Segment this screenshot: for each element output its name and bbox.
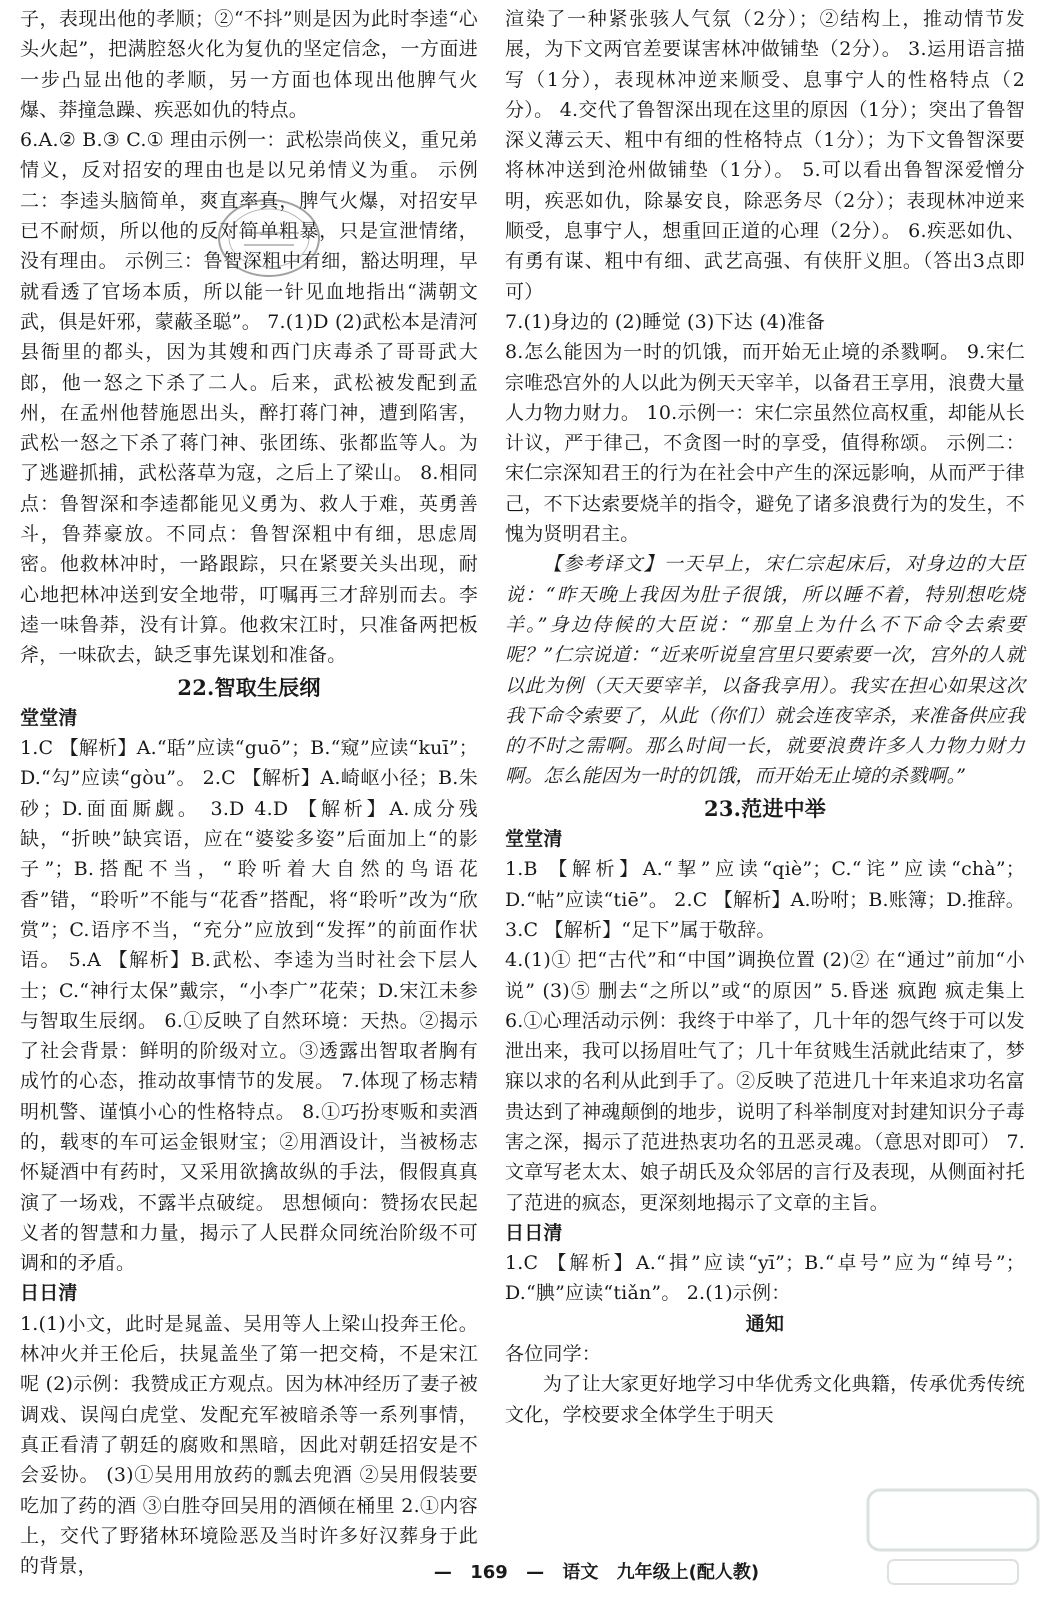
- subsection-title: 堂堂清: [505, 828, 563, 851]
- answer-paragraph: 渲染了一种紧张骇人气氛（2分）；②结构上，推动情节发展，为下文两官差要谋害林冲做铺垫（2分）。 3.运用语言描写（1分），表现林冲逆来顺受、息事宁人的性格特点（2分）。 4.交代了鲁智深出现在这里的原因（1分）；突出了鲁智深义薄云天、粗中有细的性格特点（1分）；为下文鲁智深要将林冲送到沧州做铺垫（1分）。 5.可以看出鲁智深爱憎分明，疾恶如仇，除暴安良，除恶务尽（2分）；表现林冲逆来顺受，息事宁人，想重回正道的心理（2分）。 6.疾恶如仇、有勇有谋、粗中有细、武艺高强、有侠肝义胆。（答出3点即可）: [505, 8, 1025, 303]
- section-title: 22.智取生辰纲: [177, 674, 321, 700]
- answer-paragraph: 8.怎么能因为一时的饥饿，而开始无止境的杀戮啊。 9.宋仁宗唯恐宫外的人以此为例天天宰羊，以备君王享用，浪费大量人力物力财力。 10.示例一：宋仁宗虽然位高权重，却能从长计议，严于律己，不贪图一时的享受，值得称颂。 示例二：宋仁宗深知君王的行为在社会中产生的深远影响，从而严于律己，不下达索要烧羊的指令，避免了诸多浪费行为的发生，不愧为贤明君主。: [505, 341, 1025, 546]
- answer-paragraph: 6.A.② B.③ C.① 理由示例一：武松崇尚侠义，重兄弟情义，反对招安的理由也是以兄弟情义为重。 示例二：李逵头脑简单，爽直率真，脾气火爆，对招安早已不耐烦，所以他的反对简单粗暴，只是宣泄情绪，没有理由。 示例三：鲁智深粗中有细，豁达明理，早就看透了官场本质，所以能一针见血地指出“满朝文武，俱是奸邪，蒙蔽圣聪”。 7.(1)D (2)武松本是清河县衙里的都头，因为其嫂和西门庆毒杀了哥哥武大郎，他一怒之下杀了二人。后来，武松被发配到孟州，在孟州他替施恩出头，醉打蒋门神，遭到陷害，武松一怒之下杀了蒋门神、张团练、张都监等人。为了逃避抓捕，武松落草为寇，之后上了梁山。 8.相同点：鲁智深和李逵都能见义勇为、救人于难，英勇善斗，鲁莽豪放。不同点：鲁智深粗中有细，思虑周密。他救林冲时，一路跟踪，只在紧要关头出现，耐心地把林冲送到安全地带，叮嘱再三才辞别而去。李逵一味鲁莽，没有计算。他救宋江时，只准备两把板斧，一味砍去，缺乏事先谋划和准备。: [20, 129, 478, 667]
- footer-dash-right: —: [526, 1562, 545, 1583]
- subsection-title: 日日清: [505, 1221, 563, 1244]
- answer-paragraph: 子，表现出他的孝顺；②“不抖”则是因为此时李逵“心头火起”，把满腔怒火化为复仇的坚定信念，一方面进一步凸显出他的孝顺，另一方面也体现出他脾气火爆、莽撞急躁、疾恶如仇的特点。: [20, 8, 478, 121]
- subject-label: 语文: [562, 1562, 599, 1583]
- subsection-title: 堂堂清: [20, 706, 78, 729]
- answer-paragraph: 1.B 【解析】A.“挈”应读“qiè”；C.“诧”应读“chà”；D.“帖”应读“tiē”。 2.C 【解析】A.吩咐；B.账簿；D.推辞。 3.C 【解析】“足下”属于敬辞。: [505, 858, 1025, 941]
- answer-paragraph: 各位同学：: [505, 1343, 602, 1366]
- answer-paragraph: 4.(1)① 把“古代”和“中国”调换位置 (2)② 在“通过”前加“小说” (3)⑤ 删去“之所以”或“的原因” 5.昏迷 疯跑 疯走集上 6.①心理活动示例：我终于中举了，几十年的怨气终于可以发泄出来，我可以扬眉吐气了；几十年贫贱生活就此结束了，梦寐以求的名利从此到手了。②反映了范进几十年来追求功名富贵达到了神魂颠倒的地步，说明了科举制度对封建知识分子毒害之深，揭示了范进热衷功名的丑恶灵魂。（意思对即可） 7.文章写老太太、娘子胡氏及众邻居的言行及表现，从侧面衬托了范进的疯态，更深刻地揭示了文章的主旨。: [505, 949, 1025, 1214]
- answer-paragraph: 【参考译文】一天早上，宋仁宗起床后，对身边的大臣说：“昨天晚上我因为肚子很饿，所以睡不着，特别想吃烧羊。”身边侍候的大臣说：“那皇上为什么不下命令去索要呢？”仁宗说道：“近来听说皇宫里只要索要一次，宫外的人就以此为例（天天要宰羊，以备我享用）。我实在担心如果这次我下命令索要了，从此（你们）就会连夜宰杀，来准备供应我的不时之需啊。那么时间一长，就要浪费许多人力物力财力啊。怎么能因为一时的饥饿，而开始无止境的杀戮啊。”: [505, 553, 1025, 788]
- right-column: [505, 4, 1025, 1430]
- page-footer: [0, 1558, 1053, 1584]
- footer-dash-left: —: [433, 1562, 452, 1583]
- notice-title: 通知: [745, 1312, 785, 1335]
- answer-paragraph: 1.C 【解析】A.“揖”应读“yī”；B.“卓号”应为“绰号”；D.“腆”应读“tiǎn”。 2.(1)示例：: [505, 1252, 1025, 1305]
- page-number: 169: [470, 1562, 508, 1583]
- answer-paragraph: 为了让大家更好地学习中华优秀文化典籍，传承优秀传统文化，学校要求全体学生于明天: [505, 1373, 1025, 1426]
- stamp-icon: [214, 193, 324, 283]
- answer-paragraph: 1.(1)小文，此时是晁盖、吴用等人上梁山投奔王伦。林冲火并王伦后，扶晁盖坐了第一把交椅，不是宋江呢 (2)示例：我赞成正方观点。因为林冲经历了妻子被调戏、误闯白虎堂、发配充军被暗杀等一系列事情，真正看清了朝廷的腐败和黑暗，因此对朝廷招安是不会妥协。 (3)①吴用用放药的瓢去兜酒 ②吴用假装要吃加了药的酒 ③白胜夺回吴用的酒倾在桶里 2.①内容上，交代了野猪林环境险恶及当时许多好汉葬身于此的背景，: [20, 1312, 478, 1578]
- grade-label: 九年级上(配人教): [616, 1562, 760, 1583]
- section-title: 23.范进中举: [704, 795, 826, 821]
- answer-paragraph: 7.(1)身边的 (2)睡觉 (3)下达 (4)准备: [505, 310, 826, 333]
- answer-paragraph: 1.C 【解析】A.“聒”应读“guō”；B.“窥”应读“kuī”；D.“勾”应读“gòu”。 2.C 【解析】A.崎岖小径；B.朱砂；D.面面厮觑。 3.D 4.D 【解析】A.成分残缺，“折映”缺宾语，应在“婆娑多姿”后面加上“的影子”；B.搭配不当，“聆听着大自然的鸟语花香”错，“聆听”不能与“花香”搭配，将“聆听”改为“欣赏”；C.语序不当，“充分”应放到“发挥”的前面作状语。 5.A 【解析】B.武松、李逵为当时社会下层人士；C.“神行太保”戴宗，“小李广”花荣；D.宋江未参与智取生辰纲。 6.①反映了自然环境：天热。②揭示了社会背景：鲜明的阶级对立。③透露出智取者胸有成竹的心态，推动故事情节的发展。 7.体现了杨志精明机警、谨慎小心的性格特点。 8.①巧扮枣贩和卖酒的，载枣的车可运金银财宝；②用酒设计，当被杨志怀疑酒中有药时，又采用欲擒故纵的手法，假假真真演了一场戏，不露半点破绽。 思想倾向：赞扬农民起义者的智慧和力量，揭示了人民群众同统治阶级不可调和的矛盾。: [20, 737, 478, 1275]
- subsection-title: 日日清: [20, 1282, 78, 1305]
